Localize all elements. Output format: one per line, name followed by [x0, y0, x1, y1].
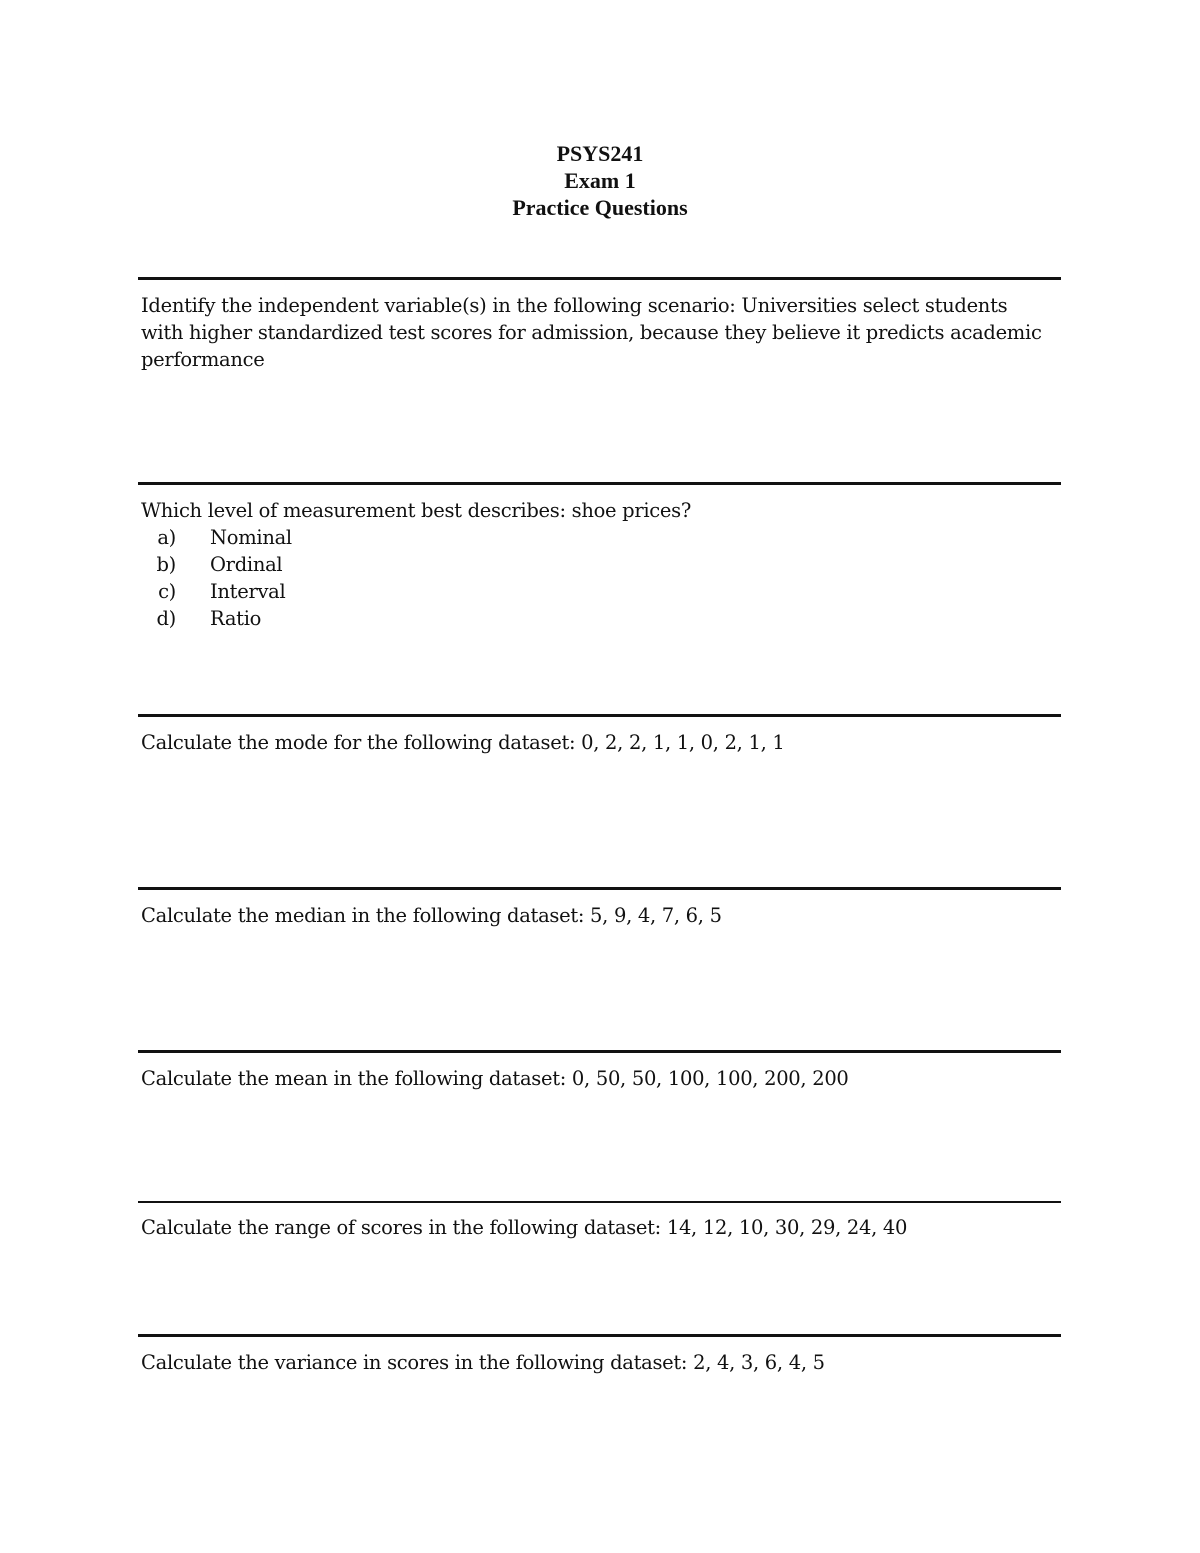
option-b [141, 551, 1051, 578]
question-7-text: Calculate the variance in scores in the following dataset: 2, 4, 3, 6, 4, 5 [141, 1351, 825, 1374]
question-6 [141, 1214, 1051, 1241]
option-label: Ratio [210, 607, 262, 630]
option-label: Ordinal [210, 553, 283, 576]
question-4 [141, 902, 1051, 929]
question-divider [138, 887, 1061, 890]
question-divider [138, 1201, 1061, 1203]
document-header [0, 140, 1200, 221]
question-4-text: Calculate the median in the following dataset: 5, 9, 4, 7, 6, 5 [141, 904, 722, 927]
question-divider [138, 1050, 1061, 1053]
document-subtitle: Practice Questions [512, 195, 688, 220]
question-divider [138, 714, 1061, 717]
option-letter: d) [156, 607, 176, 630]
option-letter: b) [156, 553, 176, 576]
option-a [141, 524, 1051, 551]
option-label: Interval [210, 580, 286, 603]
question-divider [138, 1334, 1061, 1337]
question-divider [138, 482, 1061, 485]
question-1-text: Identify the independent variable(s) in the following scenario: Universities select students with higher standardized test scores for admission, because they believe it predicts academic performance [141, 294, 1042, 371]
question-5-text: Calculate the mean in the following dataset: 0, 50, 50, 100, 100, 200, 200 [141, 1067, 849, 1090]
question-3-text: Calculate the mode for the following dataset: 0, 2, 2, 1, 1, 0, 2, 1, 1 [141, 731, 785, 754]
option-letter: c) [158, 580, 176, 603]
question-1 [141, 292, 1051, 373]
option-c [141, 578, 1051, 605]
question-6-text: Calculate the range of scores in the following dataset: 14, 12, 10, 30, 29, 24, 40 [141, 1216, 908, 1239]
question-3 [141, 729, 1051, 756]
option-d [141, 605, 1051, 632]
course-code: PSYS241 [556, 141, 644, 166]
question-divider [138, 277, 1061, 280]
answer-options [141, 524, 1051, 632]
option-label: Nominal [210, 526, 292, 549]
question-2-text: Which level of measurement best describes: shoe prices? [141, 499, 692, 522]
exam-title: Exam 1 [564, 168, 636, 193]
option-letter: a) [157, 526, 176, 549]
question-2 [141, 497, 1051, 632]
question-5 [141, 1065, 1051, 1092]
question-7 [141, 1349, 1051, 1376]
